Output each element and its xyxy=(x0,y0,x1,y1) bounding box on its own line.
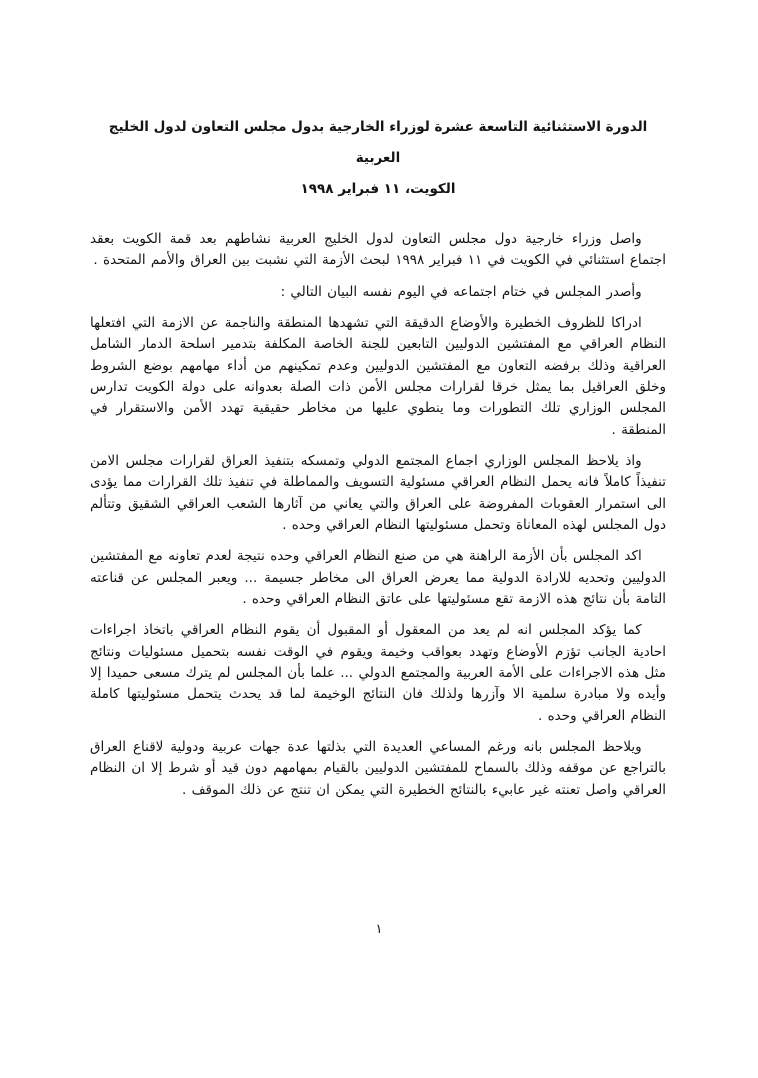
paragraph-situation: ادراكا للظروف الخطيرة والأوضاع الدقيقة التي تشهدها المنطقة والناجمة عن الازمة التي افتعلها النظام العراقي مع المفتشين الدوليين التابعين للجنة الخاصة المكلفة بتدمير اسلحة الدمار الشامل العراقية وذلك برفضه التعاون مع المفتشين الدوليين وعدم تمكينهم من أداء مهامهم بوضع الشروط وخلق العراقيل بما يمثل خرقا لقرارات مجلس الأمن ذات الصلة بعدوانه على دولة الكويت تدارس المجلس الوزاري تلك التطورات وما ينطوي عليها من مخاطر حقيقية تهدد الأمن والاستقرار في المنطقة . xyxy=(90,315,666,438)
paragraph-intro: واصل وزراء خارجية دول مجلس التعاون لدول الخليج العربية نشاطهم بعد قمة الكويت بعقد اجتماع استثنائي في الكويت في ١١ فبراير ١٩٩٨ لبحث الأزمة التي نشبت بين العراق والأمم المتحدة . xyxy=(90,231,666,269)
paragraph-unilateral-actions: كما يؤكد المجلس انه لم يعد من المعقول أو المقبول أن يقوم النظام العراقي باتخاذ اجراءات احادية الجانب تؤزم الأوضاع وتهدد بعواقب وخيمة ويقوم في الوقت نفسه بتحميل مسئوليات ونتائج مثل هذه الاجراءات على الأمة العربية والمجتمع الدولي ... علما بأن المجلس لم يترك مسعى حميدا إلا وأيده ولا مبادرة سلمية الا وآزرها ولذلك فان النتائج الوخيمة لما قد يحدث يتحمل مسئوليتها كاملة النظام العراقي وحده . xyxy=(90,622,666,724)
document-content xyxy=(90,112,666,811)
paragraph-statement-lead: وأصدر المجلس في ختام اجتماعه في اليوم نفسه البيان التالي : xyxy=(280,283,642,300)
paragraph-responsibility: واذ يلاحظ المجلس الوزاري اجماع المجتمع الدولي وتمسكه بتنفيذ العراق لقرارات مجلس الامن تنفيذاً كاملاً فانه يحمل النظام العراقي مسئولية التسويف والمماطلة في تنفيذ تلك القرارات مما يؤدى الى استمرار العقوبات المفروضة على العراق والتي يعاني من آثارها الشعب العراقي الشقيق وتتألم دول المجلس لهذه المعاناة وتحمل مسئوليتها النظام العراقي وحده . xyxy=(90,453,666,534)
title-line-1: الدورة الاستثنائية التاسعة عشرة لوزراء الخارجية بدول مجلس التعاون لدول الخليج العربية xyxy=(108,119,648,167)
paragraph-crisis-cause: اكد المجلس بأن الأزمة الراهنة هي من صنع النظام العراقي وحده نتيجة لعدم تعاونه مع المفتشين الدوليين وتحديه للارادة الدولية مما يعرض العراق الى مخاطر جسيمة ... ويعبر المجلس عن قناعته التامة بأن نتائج هذه الازمة تقع مسئوليتها على عاتق النظام العراقي وحده . xyxy=(90,548,666,608)
title-line-2: الكويت، ١١ فبراير ١٩٩٨ xyxy=(300,181,456,198)
document-title xyxy=(90,112,666,205)
document-body xyxy=(90,229,666,801)
page-number: ١ xyxy=(375,922,383,937)
paragraph-mediation-efforts: ويلاحظ المجلس بانه ورغم المساعي العديدة التي بذلتها عدة جهات عربية ودولية لاقناع العراق بالتراجع عن موقفه وذلك بالسماح للمفتشين الدوليين بالقيام بمهامهم دون قيد أو شرط إلا ان النظام العراقي واصل تعنته غير عابيء بالنتائج الخطيرة التي يمكن ان تنتج عن ذلك الموقف . xyxy=(90,739,666,798)
